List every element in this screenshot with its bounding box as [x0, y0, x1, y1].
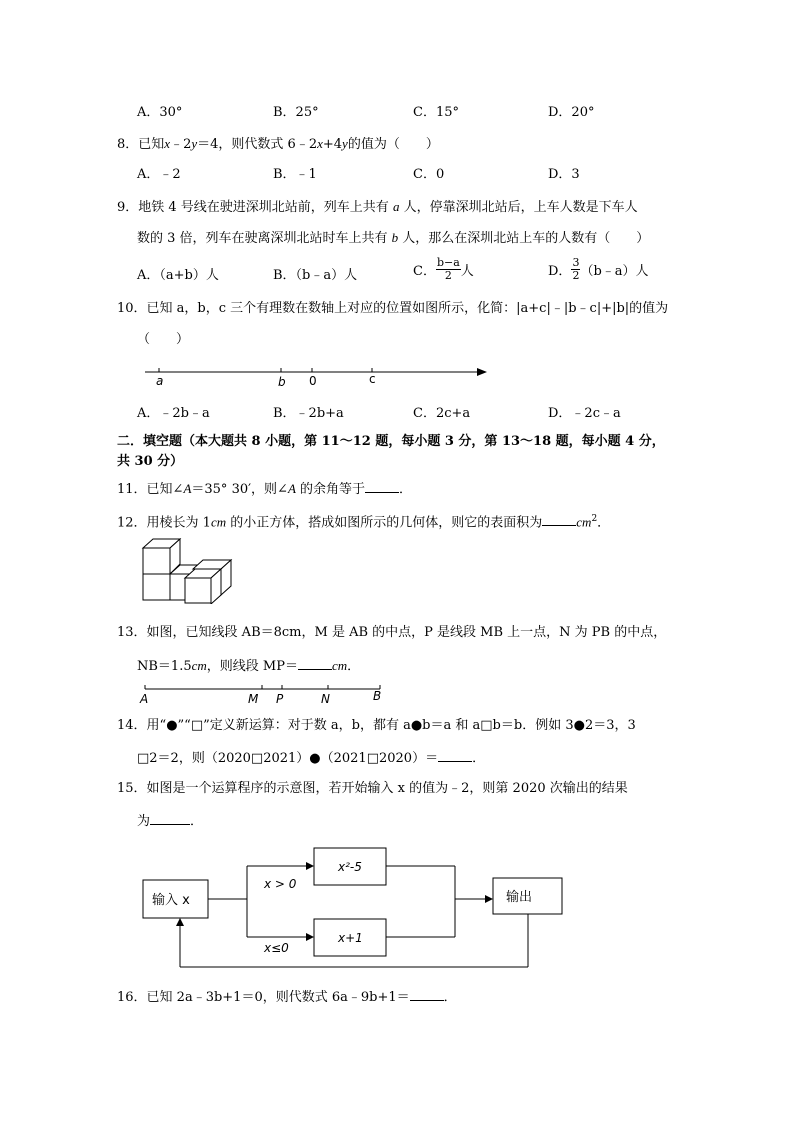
arrow-head-icon: [477, 368, 487, 376]
q13-unit: cm: [191, 658, 207, 673]
arrow-head-icon: [306, 933, 314, 941]
q9-var-a: a: [392, 199, 400, 214]
answer-blank[interactable]: [438, 748, 472, 762]
output-label: 输出: [506, 890, 533, 905]
answer-blank[interactable]: [298, 656, 332, 670]
condition-le-label: x≤0: [264, 941, 289, 955]
fraction-numerator: b−a: [436, 256, 460, 269]
label-n: N: [321, 692, 330, 706]
section-heading-line2: 共 30 分）: [117, 454, 184, 469]
label-0: 0: [309, 374, 317, 388]
q7-option-c: C．15°: [413, 105, 459, 120]
q13-text: NB＝1.5: [137, 659, 192, 674]
q15-text: ．: [190, 814, 204, 829]
fraction: [436, 257, 461, 282]
q10-option-a: A．﹣2b﹣a: [137, 406, 210, 421]
label-a: A: [140, 692, 149, 706]
q8-option-d: D．3: [548, 167, 580, 182]
lower-operation-label: x+1: [338, 931, 363, 945]
q13-line2: [137, 656, 360, 676]
answer-blank[interactable]: [542, 512, 576, 526]
fraction-numerator: 3: [572, 256, 580, 269]
q8-text: ﹣2: [170, 137, 192, 152]
q9-text: 数的 3 倍，列车在驶离深圳北站时车上共有: [137, 231, 392, 246]
q12-text: 12．用棱长为 1: [117, 515, 211, 531]
q9-text: 人，停靠深圳北站后，上车人数是下车人: [399, 200, 638, 215]
q8-var: y: [191, 136, 198, 151]
q9-var-b: b: [391, 230, 399, 245]
q14-text: ．: [472, 751, 486, 766]
q11-stem: [117, 479, 412, 499]
q10-option-d: D．﹣2c﹣a: [548, 406, 621, 421]
q16-text: ．: [443, 990, 457, 1005]
q9-option-b: B．（b﹣a）人: [273, 268, 358, 283]
q13-text: ．: [347, 659, 361, 674]
q9-option-c-unit: 人: [460, 264, 474, 279]
fraction-denominator: 2: [572, 269, 580, 282]
q11-text: ．: [399, 482, 413, 497]
q12-text: 的小正方体，搭成如图所示的几何体，则它的表面积为: [226, 515, 543, 531]
q9-text: 9．地铁 4 号线在驶进深圳北站前，列车上共有: [117, 200, 393, 215]
q9-line2: [137, 229, 649, 248]
q15-text: 为: [137, 814, 151, 829]
upper-operation-label: x²-5: [338, 860, 362, 874]
q12-unit: cm: [576, 514, 592, 530]
q7-option-d: D．20°: [548, 105, 595, 120]
q8-option-b: B．﹣1: [273, 167, 317, 182]
label-p: P: [276, 692, 284, 706]
q12-text: ．: [597, 515, 611, 531]
q15-line1: 15．如图是一个运算程序的示意图，若开始输入 x 的值为﹣2，则第 2020 次输出的结果: [117, 781, 628, 796]
label-m: M: [248, 692, 259, 706]
q8-var: x: [317, 136, 323, 151]
answer-blank[interactable]: [365, 479, 399, 493]
q16-stem: [117, 987, 457, 1007]
q14-text: □2＝2，则（2020□2021）●（2021□2020）＝: [137, 751, 439, 766]
q15-line2: [137, 811, 203, 831]
condition-gt-label: x > 0: [264, 877, 297, 891]
answer-blank[interactable]: [150, 811, 190, 825]
cube-front-face: [143, 574, 170, 600]
arrow-head-icon: [306, 862, 314, 870]
fraction-denominator: 2: [444, 269, 452, 282]
q9-option-d-unit: （b﹣a）人: [580, 264, 649, 279]
q9-option-c: [413, 257, 474, 282]
q10-option-b: B．﹣2b+a: [273, 406, 344, 421]
q8-var: y: [342, 136, 348, 151]
q10-line1: 10．已知 a，b，c 三个有理数在数轴上对应的位置如图所示，化简：|a+c|﹣|b﹣c|+|b|的值为: [117, 301, 669, 316]
cube-solid-figure: [140, 538, 240, 604]
flowchart-figure: [140, 842, 570, 972]
label-a: a: [156, 374, 164, 388]
q11-text: 11．已知∠: [117, 482, 184, 497]
label-c: c: [369, 372, 376, 386]
q9-option-d-label: D．: [548, 264, 572, 279]
q12-unit: cm: [210, 514, 227, 530]
q11-text: 的余角等于: [295, 482, 366, 497]
q8-text: 的值为（ ）: [347, 137, 439, 152]
q7-option-b: B．25°: [273, 105, 319, 120]
q9-option-c-label: C．: [413, 264, 436, 279]
q8-number: 8．: [117, 137, 139, 152]
q9-option-d: [548, 257, 649, 282]
arrow-head-icon: [485, 895, 493, 903]
q11-var: A: [183, 481, 192, 496]
answer-blank[interactable]: [410, 987, 444, 1001]
q14-line2: [137, 748, 485, 768]
q9-text: 人，那么在深圳北站上车的人数有（ ）: [398, 231, 650, 246]
q14-line1: 14．用“●”“□”定义新运算：对于数 a，b，都有 a●b＝a 和 a□b＝b．例如 3●2＝3，3: [117, 718, 636, 733]
q11-var: A: [287, 481, 296, 496]
segment-figure: [135, 680, 395, 708]
q12-stem: [117, 510, 610, 532]
q8-option-a: A．﹣2: [137, 167, 181, 182]
cube-front-face: [185, 578, 211, 603]
input-label: 输入 x: [152, 893, 190, 908]
label-b: B: [373, 689, 382, 703]
q10-option-c: C．2c+a: [413, 406, 471, 421]
q7-option-a: A．30°: [137, 105, 183, 120]
q9-option-a: A．（a+b）人: [137, 268, 219, 283]
q13-line1: 13．如图，已知线段 AB＝8cm，M 是 AB 的中点，P 是线段 MB 上一点，N 为 PB 的中点，: [117, 625, 667, 640]
section-heading-line1: 二．填空题（本大题共 8 小题，第 11～12 题，每小题 3 分，第 13～18 题，每小题 4 分，: [117, 434, 665, 449]
cube-front-face: [143, 548, 170, 574]
q8-text: 已知: [138, 137, 165, 152]
q8-option-c: C．0: [413, 167, 445, 182]
label-b: b: [278, 375, 286, 389]
q8-var: x: [164, 136, 171, 151]
q11-text: ＝35° 30′，则∠: [191, 482, 288, 497]
q13-unit: cm: [331, 658, 348, 673]
arrow-head-icon: [176, 918, 184, 926]
q8-stem: [117, 135, 439, 154]
q13-text: ，则线段 MP＝: [206, 659, 298, 674]
q12-exponent: 2: [591, 514, 598, 524]
q16-text: 16．已知 2a﹣3b+1＝0，则代数式 6a﹣9b+1＝: [117, 990, 410, 1005]
q9-line1: [117, 198, 638, 217]
q8-text: ＝4，则代数式 6﹣2: [197, 137, 318, 152]
q8-text: +4: [322, 137, 343, 152]
number-line-figure: [135, 360, 495, 390]
q10-line2: （ ）: [137, 332, 190, 347]
